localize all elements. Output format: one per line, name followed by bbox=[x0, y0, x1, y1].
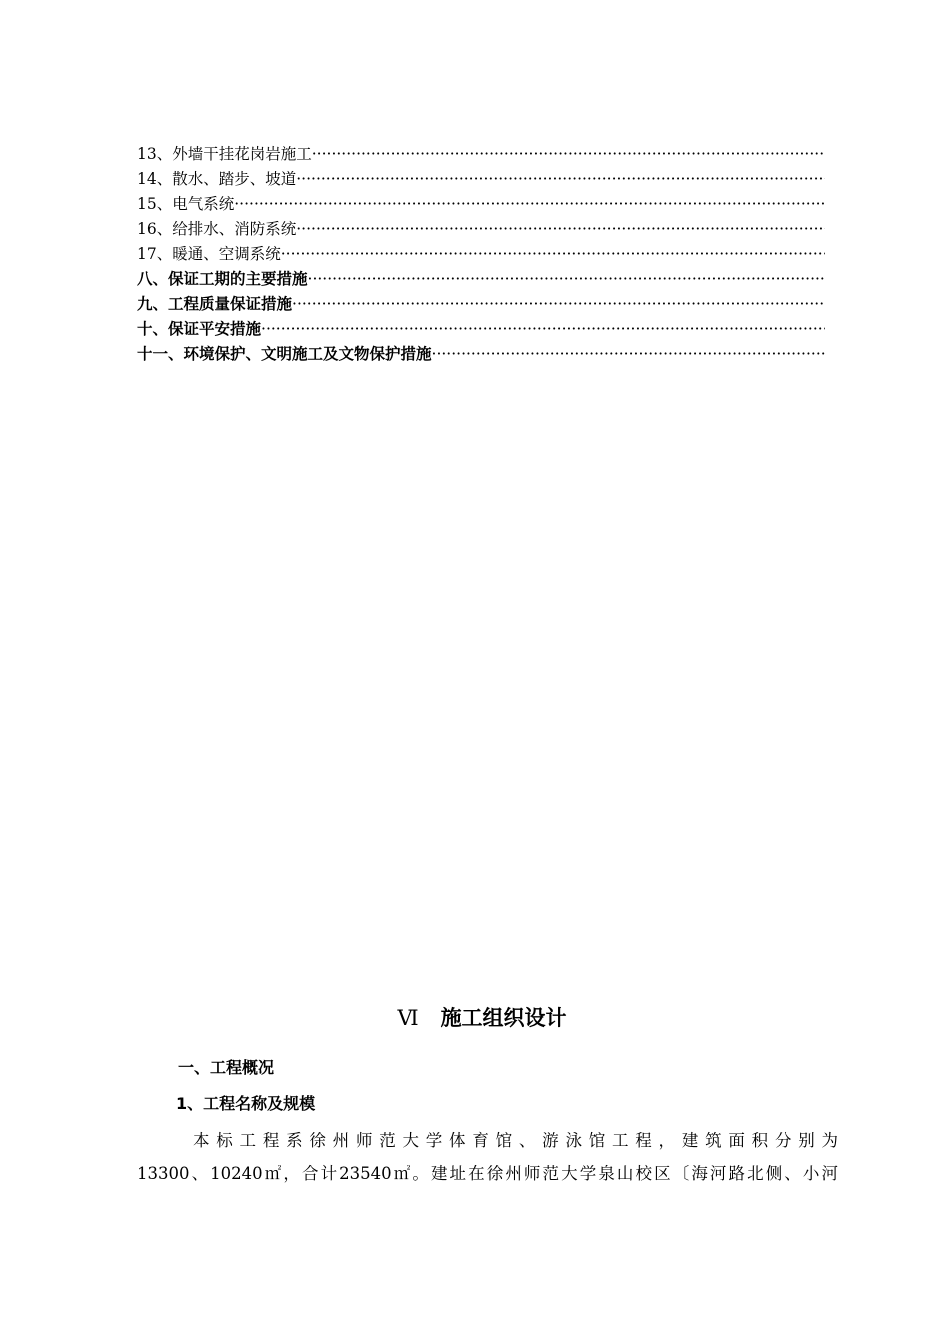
heading-level-1: 一、工程概况 bbox=[178, 1058, 275, 1077]
toc-entry-label: 十一、环境保护、文明施工及文物保护措施 bbox=[137, 345, 432, 363]
toc-leader-dots bbox=[312, 142, 825, 167]
toc-entry-label: 15、电气系统 bbox=[137, 195, 235, 213]
toc-entry[interactable] bbox=[137, 217, 825, 242]
toc-leader-dots bbox=[296, 167, 825, 192]
toc-entry[interactable] bbox=[137, 192, 825, 217]
toc-entry[interactable] bbox=[137, 292, 825, 317]
heading-level-2: 1、工程名称及规模 bbox=[176, 1094, 316, 1113]
toc-entry-label: 17、暖通、空调系统 bbox=[137, 245, 281, 263]
toc-entry[interactable] bbox=[137, 167, 825, 192]
toc-entry[interactable] bbox=[137, 242, 825, 267]
toc-leader-dots bbox=[234, 192, 825, 217]
paragraph-line: 本标工程系徐州师范大学体育馆、游泳馆工程，建筑面积分别为 bbox=[193, 1131, 838, 1150]
body-paragraph bbox=[137, 1124, 838, 1190]
toc-entry[interactable] bbox=[137, 342, 825, 367]
toc-entry[interactable] bbox=[137, 267, 825, 292]
paragraph-line: 13300、10240㎡，合计23540㎡。建址在徐州师范大学泉山校区〔海河路北侧、小河 bbox=[137, 1164, 838, 1183]
toc-entry[interactable] bbox=[137, 317, 825, 342]
toc-entry-label: 八、保证工期的主要措施 bbox=[137, 270, 308, 288]
section-title-text: 施工组织设计 bbox=[440, 1006, 567, 1030]
toc-leader-dots bbox=[292, 292, 825, 317]
toc-entry-label: 十、保证平安措施 bbox=[137, 320, 262, 338]
toc-entry-label: 16、给排水、消防系统 bbox=[137, 220, 297, 238]
toc-entry-label: 九、工程质量保证措施 bbox=[137, 295, 293, 313]
toc-leader-dots bbox=[261, 317, 825, 342]
toc-entry[interactable] bbox=[137, 142, 825, 167]
toc-entry-label: 13、外墙干挂花岗岩施工 bbox=[137, 145, 312, 163]
toc-leader-dots bbox=[296, 217, 825, 242]
toc-leader-dots bbox=[308, 267, 825, 292]
section-title bbox=[0, 1000, 950, 1036]
table-of-contents bbox=[137, 142, 825, 367]
toc-leader-dots bbox=[432, 342, 825, 367]
toc-leader-dots bbox=[281, 242, 825, 267]
section-roman-numeral: Ⅵ bbox=[397, 1006, 419, 1030]
toc-entry-label: 14、散水、踏步、坡道 bbox=[137, 170, 297, 188]
